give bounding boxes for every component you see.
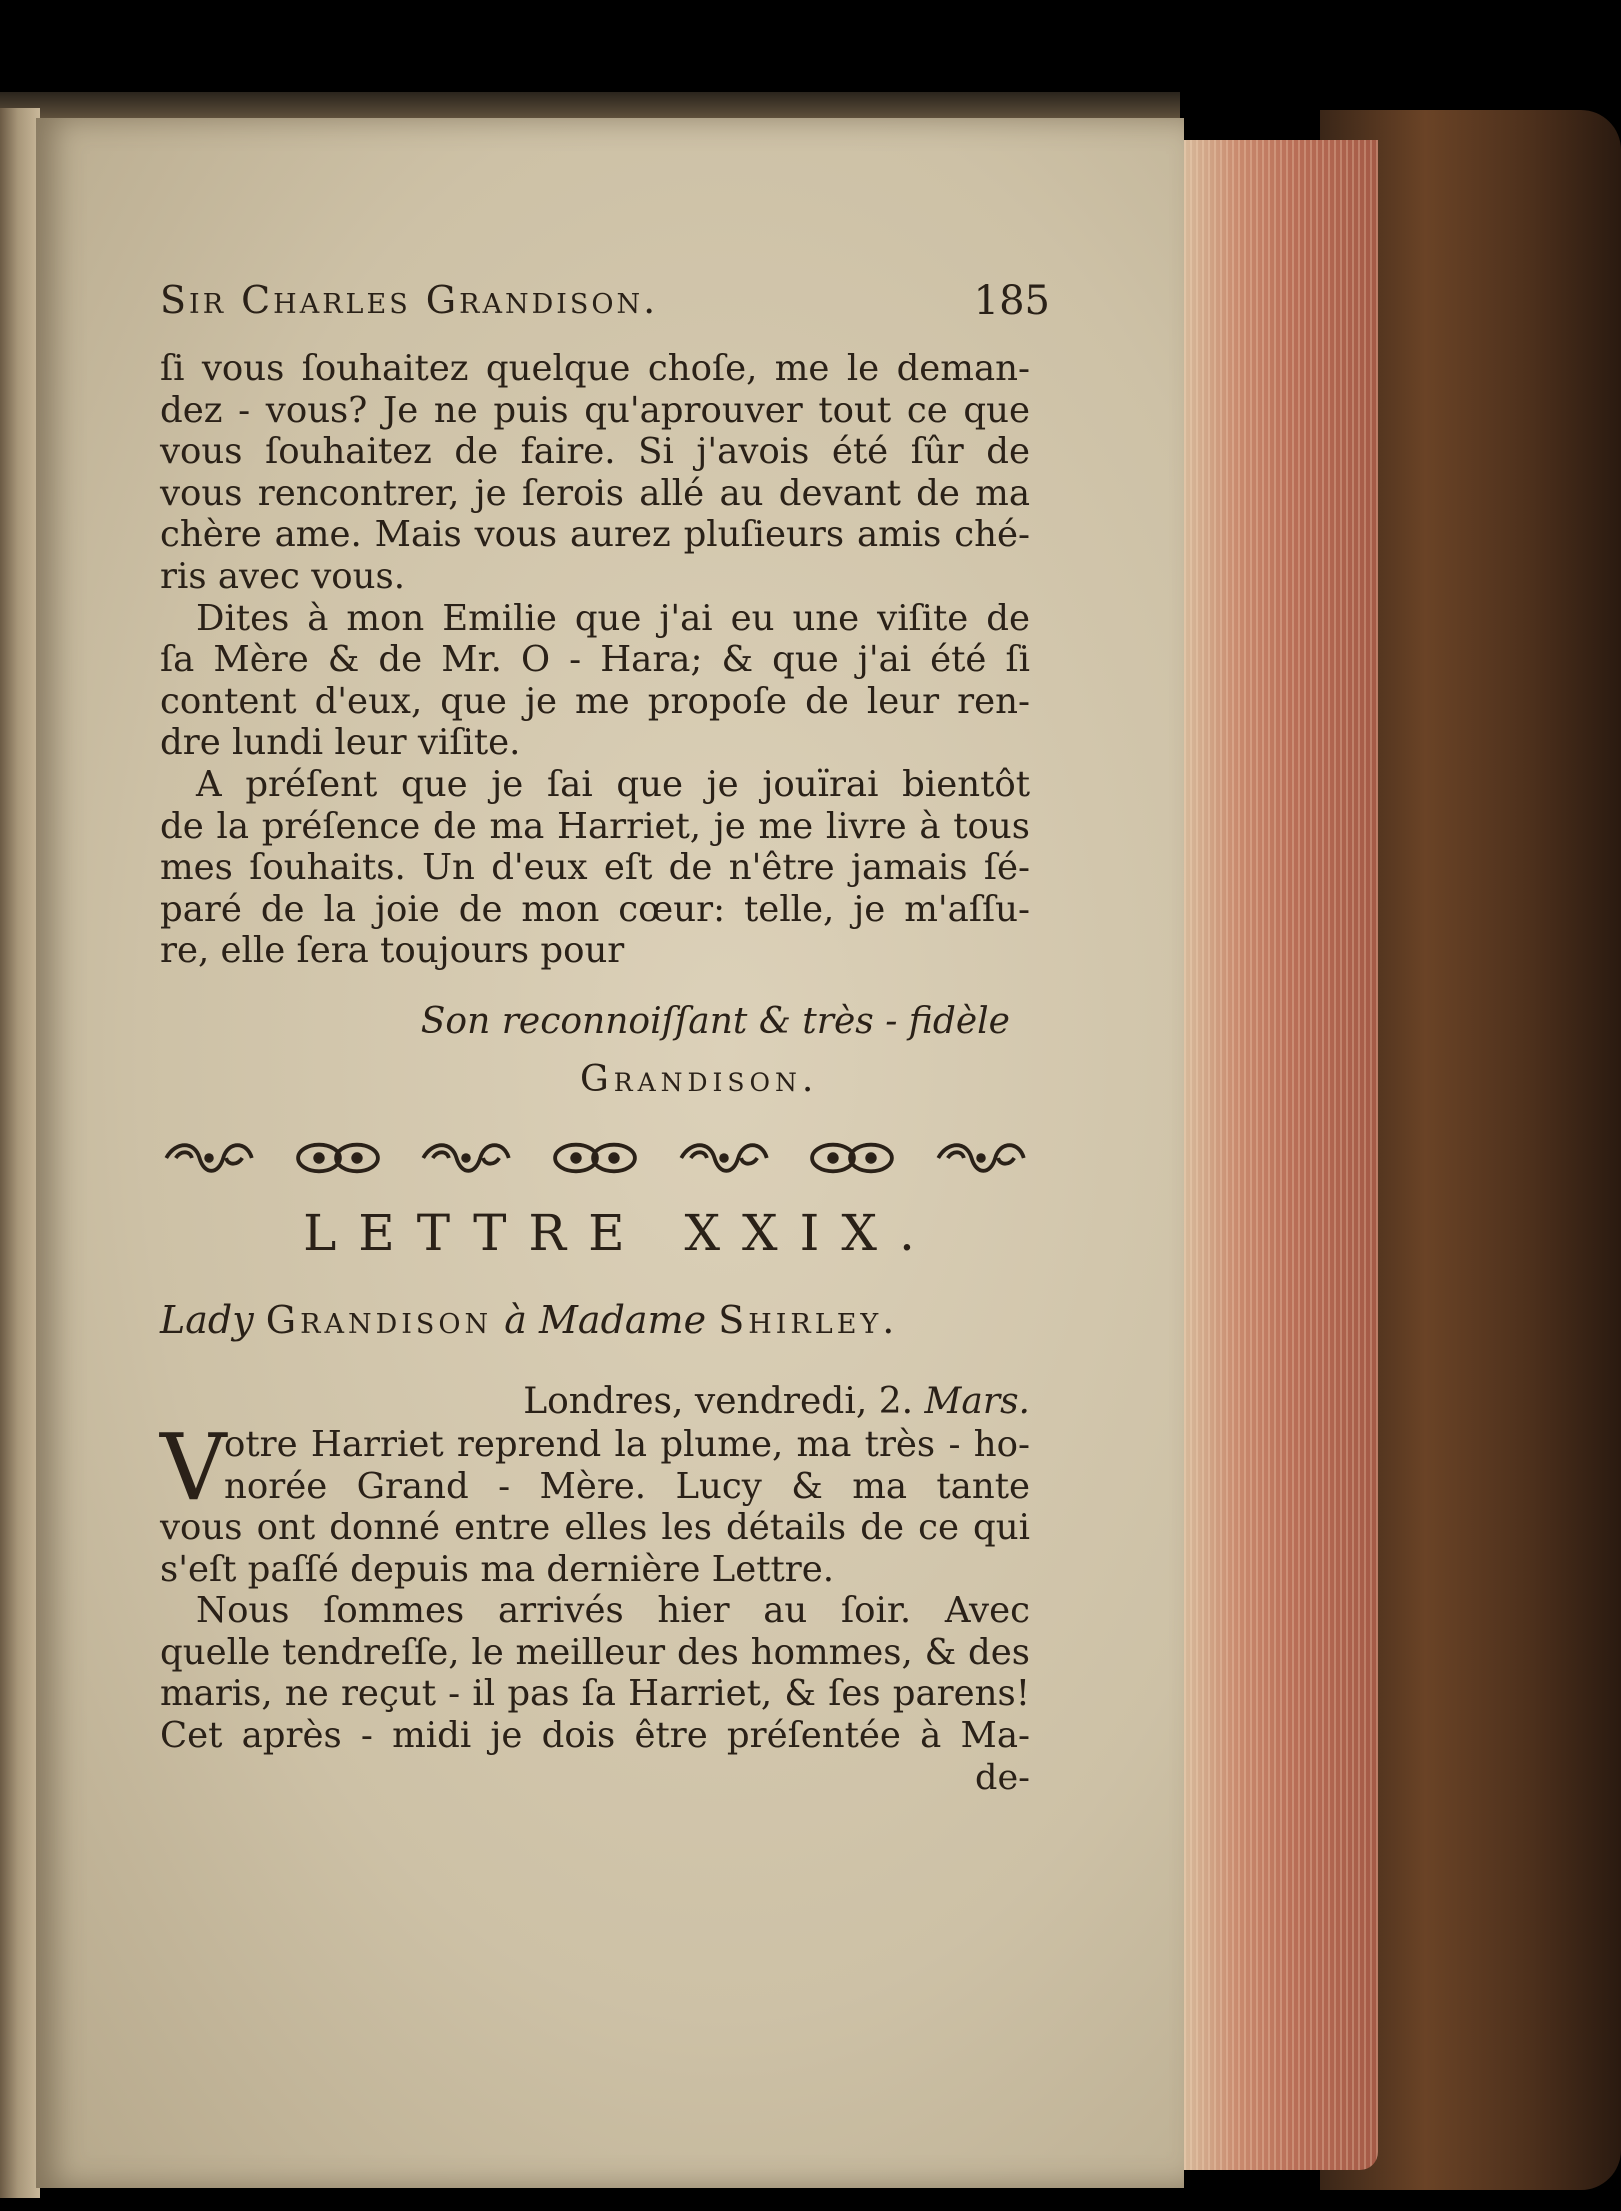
text-line: Nous ſommes arrivés hier au ſoir. Avec	[196, 1590, 1030, 1632]
text-line: ſa Mère & de Mr. O - Hara; & que j'ai été ſi	[160, 639, 1030, 681]
ornament-icon	[417, 1139, 515, 1177]
paragraph-5	[160, 1590, 1030, 1756]
text-line: A préſent que je ſai que je jouïrai bientôt	[196, 763, 1030, 805]
signoff: Son reconnoiſſant & très - fidèle	[420, 1000, 1010, 1042]
running-title: Sir Charles Grandison.	[160, 278, 659, 322]
running-head	[160, 278, 1050, 348]
ornament-icon	[289, 1139, 387, 1177]
ornament-icon	[546, 1139, 644, 1177]
text-line: s'eſt paſſé depuis ma dernière Lettre.	[160, 1548, 834, 1590]
text-line: ſi vous ſouhaitez quelque choſe, me le deman-	[160, 348, 1030, 389]
text-line: vous ont donné entre elles les détails de ce qui	[160, 1507, 1030, 1549]
ornament-icon	[803, 1139, 901, 1177]
ornament-icon	[932, 1139, 1030, 1177]
text-line: ris avec vous.	[160, 555, 406, 597]
page-number: 185	[973, 278, 1050, 324]
letter-address	[160, 1290, 1030, 1350]
dateline-place: Londres, vendredi, 2.	[523, 1380, 914, 1422]
paragraph-1	[160, 348, 1030, 598]
drop-capital: V	[160, 1413, 227, 1521]
address-lady: Lady	[160, 1297, 254, 1342]
address-madame: Madame	[539, 1297, 707, 1342]
paragraph-2	[160, 598, 1030, 764]
page-text	[160, 278, 1050, 1799]
ornament-icon	[160, 1139, 258, 1177]
text-line: dre lundi leur viſite.	[160, 722, 521, 764]
text-line: quelle tendreſſe, le meilleur des hommes, & des	[160, 1631, 1030, 1673]
text-line: vous ſouhaitez de faire. Si j'avois été ſûr de	[160, 431, 1030, 473]
paragraph-3	[160, 764, 1030, 972]
letter-heading: LETTRE XXIX.	[303, 1203, 937, 1262]
paragraph-4	[160, 1413, 1030, 1590]
page-edges	[1178, 140, 1378, 2170]
signature: Grandison.	[580, 1058, 819, 1100]
dateline	[160, 1380, 1030, 1424]
text-line: Cet après - midi je dois être préſentée à Ma-	[160, 1715, 1030, 1757]
address-to: Shirley.	[718, 1297, 899, 1342]
text-line: chère ame. Mais vous aurez pluſieurs amis ché-	[160, 514, 1030, 556]
text-line: paré de la joie de mon cœur: telle, je m'aſſu-	[160, 888, 1030, 930]
book-page	[36, 118, 1184, 2188]
ornament-band	[160, 1136, 1030, 1180]
text-line: Dites à mon Emilie que j'ai eu une viſite de	[196, 597, 1030, 639]
address-from: Grandison	[265, 1297, 493, 1342]
text-line: dez - vous? Je ne puis qu'aprouver tout ce que	[160, 389, 1030, 431]
text-line: maris, ne reçut - il pas ſa Harriet, & ſes parens!	[160, 1673, 1030, 1715]
left-page-edge	[0, 108, 40, 2198]
address-to-word: à	[504, 1297, 527, 1342]
text-line: norée Grand - Mère. Lucy & ma tante	[224, 1465, 1030, 1507]
text-line: content d'eux, que je me propoſe de leur ren-	[160, 680, 1030, 722]
text-line: vous rencontrer, je ſerois allé au devant de ma	[160, 472, 1030, 514]
ornament-icon	[675, 1139, 773, 1177]
text-line: re, elle ſera toujours pour	[160, 930, 625, 972]
catchword: de-	[975, 1757, 1030, 1798]
text-line: mes ſouhaits. Un d'eux eſt de n'être jamais ſé-	[160, 847, 1030, 889]
text-line: otre Harriet reprend la plume, ma très - ho-	[224, 1423, 1030, 1465]
dateline-month: Mars.	[924, 1380, 1030, 1422]
text-line: de la préſence de ma Harriet, je me livre à tous	[160, 805, 1030, 847]
